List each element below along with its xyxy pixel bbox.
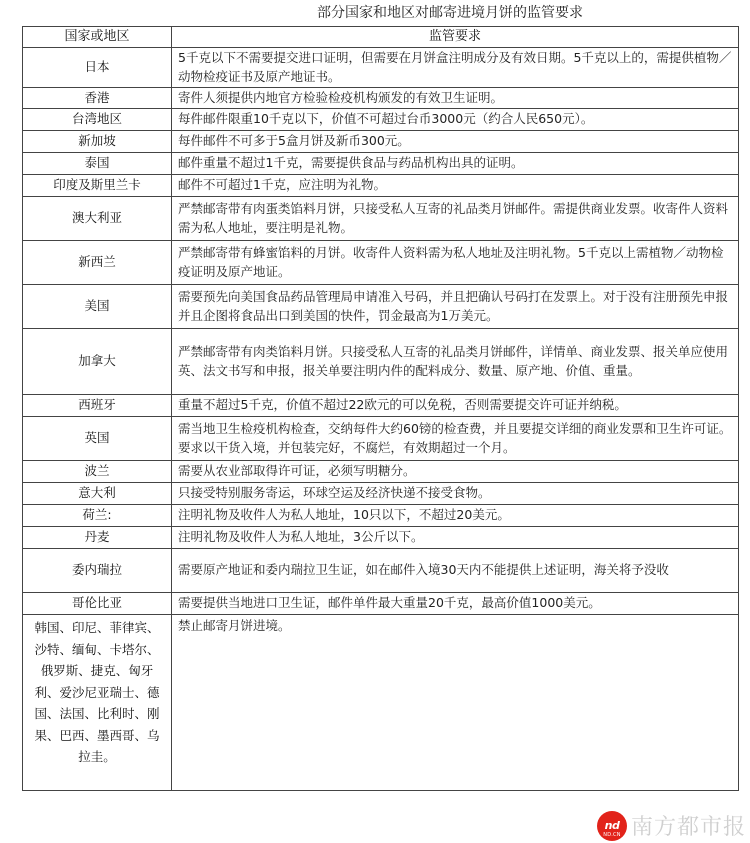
header-requirement: 监管要求 bbox=[172, 27, 739, 48]
requirement-cell: 严禁邮寄带有蜂蜜馅料的月饼。收寄件人资料需为私人地址及注明礼物。5千克以上需植物／动物检疫证明及原产地证。 bbox=[172, 241, 739, 285]
country-cell: 新西兰 bbox=[23, 241, 172, 285]
table-row bbox=[23, 285, 739, 329]
table-row bbox=[23, 131, 739, 153]
newspaper-name: 南方都市报 bbox=[630, 815, 746, 840]
requirement-cell: 每件邮件不可多于5盒月饼及新币300元。 bbox=[172, 131, 739, 153]
table-row bbox=[23, 175, 739, 197]
country-cell: 哥伦比亚 bbox=[23, 593, 172, 615]
country-cell: 日本 bbox=[23, 48, 172, 88]
requirement-cell: 5千克以下不需要提交进口证明，但需要在月饼盒注明成分及有效日期。5千克以上的，需提供植物／动物检疫证书及原产地证书。 bbox=[172, 48, 739, 88]
header-country: 国家或地区 bbox=[23, 27, 172, 48]
country-cell: 意大利 bbox=[23, 483, 172, 505]
regulation-table bbox=[22, 26, 739, 791]
country-cell: 澳大利亚 bbox=[23, 197, 172, 241]
requirement-cell: 注明礼物及收件人为私人地址，3公斤以下。 bbox=[172, 527, 739, 549]
table-row bbox=[23, 329, 739, 395]
country-cell: 加拿大 bbox=[23, 329, 172, 395]
country-cell: 美国 bbox=[23, 285, 172, 329]
country-cell: 委内瑞拉 bbox=[23, 549, 172, 593]
country-cell: 英国 bbox=[23, 417, 172, 461]
requirement-cell: 注明礼物及收件人为私人地址，10只以下，不超过20美元。 bbox=[172, 505, 739, 527]
requirement-cell: 重量不超过5千克，价值不超过22欧元的可以免税，否则需要提交许可证并纳税。 bbox=[172, 395, 739, 417]
requirement-cell: 禁止邮寄月饼进境。 bbox=[172, 615, 739, 791]
table-row bbox=[23, 615, 739, 791]
requirement-cell: 严禁邮寄带有肉类馅料月饼。只接受私人互寄的礼品类月饼邮件，详情单、商业发票、报关单应使用英、法文书写和申报，报关单要注明内件的配料成分、数量、原产地、价值、重量。 bbox=[172, 329, 739, 395]
country-cell: 台湾地区 bbox=[23, 109, 172, 131]
requirement-cell: 需要原产地证和委内瑞拉卫生证，如在邮件入境30天内不能提供上述证明，海关将予没收 bbox=[172, 549, 739, 593]
table-row bbox=[23, 109, 739, 131]
table-row bbox=[23, 153, 739, 175]
watermark bbox=[597, 810, 746, 841]
requirement-cell: 需要提供当地进口卫生证，邮件单件最大重量20千克，最高价值1000美元。 bbox=[172, 593, 739, 615]
requirement-cell: 邮件不可超过1千克，应注明为礼物。 bbox=[172, 175, 739, 197]
country-cell: 印度及斯里兰卡 bbox=[23, 175, 172, 197]
table-row bbox=[23, 197, 739, 241]
table-row bbox=[23, 241, 739, 285]
page-title: 部分国家和地区对邮寄进境月饼的监管要求 bbox=[317, 5, 583, 21]
country-cell: 波兰 bbox=[23, 461, 172, 483]
table-row bbox=[23, 527, 739, 549]
country-cell: 荷兰: bbox=[23, 505, 172, 527]
requirement-cell: 需当地卫生检疫机构检查，交纳每件大约60镑的检查费，并且要提交详细的商业发票和卫生许可证。要求以干货入境，并包装完好，不腐烂，有效期超过一个月。 bbox=[172, 417, 739, 461]
requirement-cell: 邮件重量不超过1千克，需要提供食品与药品机构出具的证明。 bbox=[172, 153, 739, 175]
requirement-cell: 需要预先向美国食品药品管理局申请准入号码，并且把确认号码打在发票上。对于没有注册预先申报并且企图将食品出口到美国的快件，罚金最高为1万美元。 bbox=[172, 285, 739, 329]
table-row bbox=[23, 505, 739, 527]
table-row bbox=[23, 549, 739, 593]
requirement-cell: 只接受特别服务寄运，环球空运及经济快递不接受食物。 bbox=[172, 483, 739, 505]
country-cell: 韩国、印尼、菲律宾、沙特、缅甸、卡塔尔、俄罗斯、捷克、匈牙利、爱沙尼亚瑞士、德国、法国、比利时、刚果、巴西、墨西哥、乌拉圭。 bbox=[23, 615, 172, 791]
table-row bbox=[23, 483, 739, 505]
country-cell: 西班牙 bbox=[23, 395, 172, 417]
table-row bbox=[23, 88, 739, 109]
country-cell: 香港 bbox=[23, 88, 172, 109]
table-row bbox=[23, 461, 739, 483]
requirement-cell: 严禁邮寄带有肉蛋类馅料月饼，只接受私人互寄的礼品类月饼邮件。需提供商业发票。收寄件人资料需为私人地址，要注明是礼物。 bbox=[172, 197, 739, 241]
requirement-cell: 每件邮件限重10千克以下，价值不可超过台币3000元（约合人民650元）。 bbox=[172, 109, 739, 131]
newspaper-logo-icon: nd ND.CN bbox=[597, 811, 627, 841]
country-cell: 丹麦 bbox=[23, 527, 172, 549]
country-cell: 新加坡 bbox=[23, 131, 172, 153]
requirement-cell: 需要从农业部取得许可证，必须写明糖分。 bbox=[172, 461, 739, 483]
country-cell: 泰国 bbox=[23, 153, 172, 175]
table-row bbox=[23, 395, 739, 417]
table-row bbox=[23, 48, 739, 88]
table-row bbox=[23, 417, 739, 461]
table-row bbox=[23, 593, 739, 615]
requirement-cell: 寄件人须提供内地官方检验检疫机构颁发的有效卫生证明。 bbox=[172, 88, 739, 109]
table-header-row bbox=[23, 27, 739, 48]
